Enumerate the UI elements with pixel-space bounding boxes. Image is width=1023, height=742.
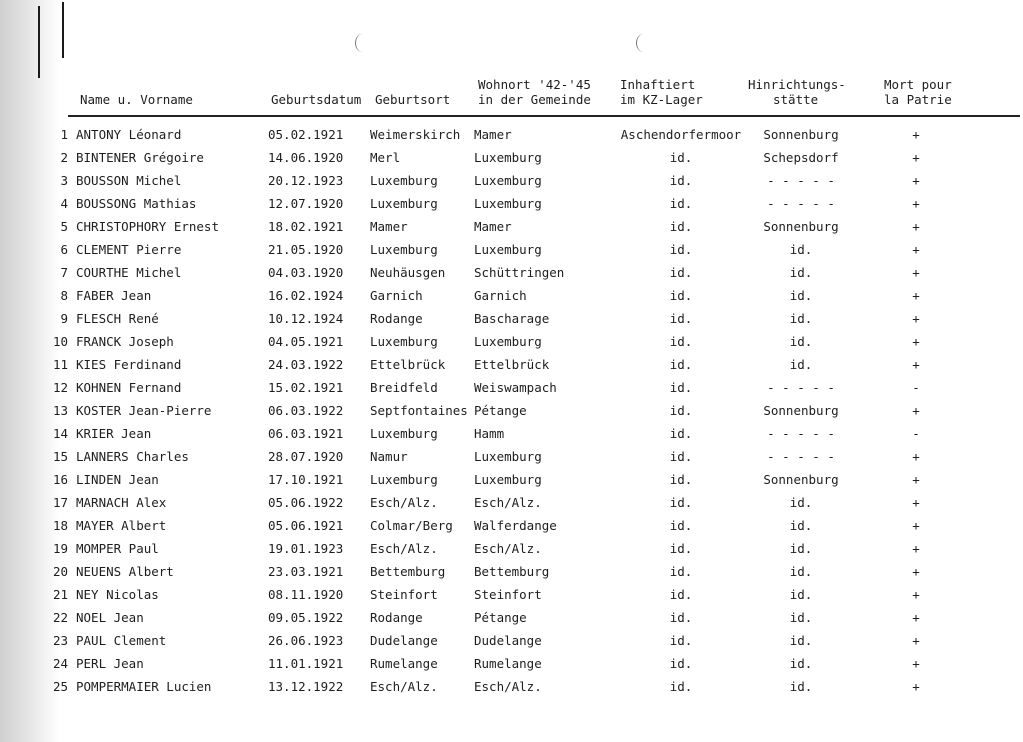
birthplace-cell: Luxemburg xyxy=(370,173,438,188)
execution-place-cell: id. xyxy=(789,265,813,280)
camp-cell: id. xyxy=(669,679,693,694)
row-number: 25 xyxy=(52,679,68,694)
camp-cell: id. xyxy=(669,656,693,671)
execution-place-cell: Sonnenburg xyxy=(763,472,839,487)
table-row xyxy=(0,655,1023,678)
birthdate-cell: 28.07.1920 xyxy=(268,449,344,464)
camp-cell: id. xyxy=(669,495,693,510)
mort-pour-la-patrie-cell: + xyxy=(912,357,920,372)
mort-pour-la-patrie-cell: + xyxy=(912,219,920,234)
margin-mark xyxy=(62,2,64,58)
table-row xyxy=(0,517,1023,540)
table-row xyxy=(0,402,1023,425)
execution-place-cell: Sonnenburg xyxy=(763,219,839,234)
row-number: 1 xyxy=(60,127,68,142)
header-camp-line1: Inhaftiert xyxy=(620,77,696,92)
row-number: 24 xyxy=(52,656,68,671)
birthdate-cell: 17.10.1921 xyxy=(268,472,344,487)
row-number: 5 xyxy=(60,219,68,234)
birthdate-cell: 05.06.1921 xyxy=(268,518,344,533)
birthdate-cell: 11.01.1921 xyxy=(268,656,344,671)
camp-cell: id. xyxy=(669,357,693,372)
birthplace-cell: Rodange xyxy=(370,610,423,625)
residence-cell: Luxemburg xyxy=(474,150,542,165)
name-cell: KOSTER Jean-Pierre xyxy=(76,403,212,418)
birthdate-cell: 05.02.1921 xyxy=(268,127,344,142)
name-cell: FLESCH René xyxy=(76,311,159,326)
birthdate-cell: 04.03.1920 xyxy=(268,265,344,280)
table-row xyxy=(0,172,1023,195)
mort-pour-la-patrie-cell: - xyxy=(912,426,920,441)
row-number: 22 xyxy=(52,610,68,625)
row-number: 3 xyxy=(60,173,68,188)
row-number: 13 xyxy=(52,403,68,418)
name-cell: FRANCK Joseph xyxy=(76,334,174,349)
birthdate-cell: 06.03.1922 xyxy=(268,403,344,418)
row-number: 17 xyxy=(52,495,68,510)
birthplace-cell: Namur xyxy=(370,449,408,464)
table-row xyxy=(0,287,1023,310)
mort-pour-la-patrie-cell: + xyxy=(912,541,920,556)
name-cell: KIES Ferdinand xyxy=(76,357,182,372)
birthplace-cell: Septfontaines xyxy=(370,403,468,418)
camp-cell: id. xyxy=(669,380,693,395)
execution-place-cell: id. xyxy=(789,357,813,372)
camp-cell: id. xyxy=(669,196,693,211)
birthdate-cell: 06.03.1921 xyxy=(268,426,344,441)
table-row xyxy=(0,241,1023,264)
birthplace-cell: Rumelange xyxy=(370,656,438,671)
execution-place-cell: - - - - - xyxy=(767,173,835,188)
camp-cell: id. xyxy=(669,472,693,487)
row-number: 11 xyxy=(52,357,68,372)
table-row xyxy=(0,149,1023,172)
mort-pour-la-patrie-cell: + xyxy=(912,472,920,487)
table-row xyxy=(0,494,1023,517)
camp-cell: id. xyxy=(669,173,693,188)
birthplace-cell: Luxemburg xyxy=(370,242,438,257)
header-birthdate: Geburtsdatum xyxy=(271,92,362,107)
birthplace-cell: Weimerskirch xyxy=(370,127,461,142)
birthdate-cell: 19.01.1923 xyxy=(268,541,344,556)
header-residence-line2: in der Gemeinde xyxy=(478,92,591,107)
birthplace-cell: Rodange xyxy=(370,311,423,326)
mort-pour-la-patrie-cell: + xyxy=(912,311,920,326)
name-cell: POMPERMAIER Lucien xyxy=(76,679,212,694)
execution-place-cell: id. xyxy=(789,311,813,326)
residence-cell: Walferdange xyxy=(474,518,557,533)
header-birthplace: Geburtsort xyxy=(375,92,451,107)
row-number: 16 xyxy=(52,472,68,487)
name-cell: NOEL Jean xyxy=(76,610,144,625)
punch-hole-mark xyxy=(355,34,370,52)
residence-cell: Luxemburg xyxy=(474,449,542,464)
mort-pour-la-patrie-cell: + xyxy=(912,679,920,694)
mort-pour-la-patrie-cell: + xyxy=(912,633,920,648)
execution-place-cell: id. xyxy=(789,633,813,648)
birthplace-cell: Ettelbrück xyxy=(370,357,446,372)
name-cell: CLEMENT Pierre xyxy=(76,242,182,257)
execution-place-cell: id. xyxy=(789,564,813,579)
header-execution-line2: stätte xyxy=(773,92,819,107)
mort-pour-la-patrie-cell: + xyxy=(912,334,920,349)
residence-cell: Mamer xyxy=(474,127,512,142)
mort-pour-la-patrie-cell: + xyxy=(912,150,920,165)
birthplace-cell: Esch/Alz. xyxy=(370,679,438,694)
mort-pour-la-patrie-cell: + xyxy=(912,403,920,418)
camp-cell: id. xyxy=(669,403,693,418)
execution-place-cell: - - - - - xyxy=(767,380,835,395)
residence-cell: Weiswampach xyxy=(474,380,557,395)
birthdate-cell: 15.02.1921 xyxy=(268,380,344,395)
birthdate-cell: 13.12.1922 xyxy=(268,679,344,694)
table-row xyxy=(0,218,1023,241)
name-cell: COURTHE Michel xyxy=(76,265,182,280)
residence-cell: Ettelbrück xyxy=(474,357,550,372)
execution-place-cell: - - - - - xyxy=(767,449,835,464)
birthdate-cell: 23.03.1921 xyxy=(268,564,344,579)
mort-pour-la-patrie-cell: + xyxy=(912,173,920,188)
mort-pour-la-patrie-cell: + xyxy=(912,288,920,303)
header-mort-line1: Mort pour xyxy=(884,77,952,92)
row-number: 8 xyxy=(60,288,68,303)
table-row xyxy=(0,632,1023,655)
residence-cell: Esch/Alz. xyxy=(474,679,542,694)
execution-place-cell: id. xyxy=(789,518,813,533)
birthdate-cell: 26.06.1923 xyxy=(268,633,344,648)
residence-cell: Garnich xyxy=(474,288,527,303)
camp-cell: id. xyxy=(669,288,693,303)
header-divider xyxy=(68,115,1020,117)
row-number: 19 xyxy=(52,541,68,556)
birthplace-cell: Merl xyxy=(370,150,401,165)
residence-cell: Schüttringen xyxy=(474,265,565,280)
name-cell: PERL Jean xyxy=(76,656,144,671)
birthdate-cell: 14.06.1920 xyxy=(268,150,344,165)
name-cell: KRIER Jean xyxy=(76,426,152,441)
row-number: 20 xyxy=(52,564,68,579)
mort-pour-la-patrie-cell: + xyxy=(912,610,920,625)
birthplace-cell: Esch/Alz. xyxy=(370,495,438,510)
residence-cell: Hamm xyxy=(474,426,505,441)
birthplace-cell: Neuhäusgen xyxy=(370,265,446,280)
execution-place-cell: - - - - - xyxy=(767,196,835,211)
table-row xyxy=(0,126,1023,149)
birthplace-cell: Garnich xyxy=(370,288,423,303)
execution-place-cell: id. xyxy=(789,587,813,602)
name-cell: PAUL Clement xyxy=(76,633,167,648)
birthdate-cell: 20.12.1923 xyxy=(268,173,344,188)
mort-pour-la-patrie-cell: + xyxy=(912,127,920,142)
residence-cell: Pétange xyxy=(474,403,527,418)
victims-table xyxy=(0,126,1023,701)
birthplace-cell: Luxemburg xyxy=(370,334,438,349)
residence-cell: Bettemburg xyxy=(474,564,550,579)
birthplace-cell: Steinfort xyxy=(370,587,438,602)
execution-place-cell: id. xyxy=(789,541,813,556)
residence-cell: Luxemburg xyxy=(474,173,542,188)
camp-cell: id. xyxy=(669,426,693,441)
execution-place-cell: id. xyxy=(789,679,813,694)
birthplace-cell: Breidfeld xyxy=(370,380,438,395)
row-number: 15 xyxy=(52,449,68,464)
table-row xyxy=(0,425,1023,448)
birthplace-cell: Colmar/Berg xyxy=(370,518,453,533)
header-camp-line2: im KZ-Lager xyxy=(620,92,703,107)
residence-cell: Steinfort xyxy=(474,587,542,602)
name-cell: NEUENS Albert xyxy=(76,564,174,579)
execution-place-cell: id. xyxy=(789,288,813,303)
birthplace-cell: Mamer xyxy=(370,219,408,234)
mort-pour-la-patrie-cell: + xyxy=(912,242,920,257)
camp-cell: id. xyxy=(669,449,693,464)
punch-hole-mark xyxy=(636,34,651,52)
table-row xyxy=(0,540,1023,563)
mort-pour-la-patrie-cell: + xyxy=(912,196,920,211)
execution-place-cell: id. xyxy=(789,334,813,349)
mort-pour-la-patrie-cell: - xyxy=(912,380,920,395)
execution-place-cell: Sonnenburg xyxy=(763,403,839,418)
camp-cell: id. xyxy=(669,541,693,556)
row-number: 6 xyxy=(60,242,68,257)
residence-cell: Dudelange xyxy=(474,633,542,648)
name-cell: MAYER Albert xyxy=(76,518,167,533)
mort-pour-la-patrie-cell: + xyxy=(912,656,920,671)
residence-cell: Pétange xyxy=(474,610,527,625)
row-number: 18 xyxy=(52,518,68,533)
execution-place-cell: id. xyxy=(789,610,813,625)
table-row xyxy=(0,356,1023,379)
row-number: 2 xyxy=(60,150,68,165)
camp-cell: id. xyxy=(669,265,693,280)
camp-cell: id. xyxy=(669,219,693,234)
mort-pour-la-patrie-cell: + xyxy=(912,265,920,280)
row-number: 23 xyxy=(52,633,68,648)
birthdate-cell: 16.02.1924 xyxy=(268,288,344,303)
name-cell: BOUSSONG Mathias xyxy=(76,196,197,211)
table-row xyxy=(0,448,1023,471)
name-cell: BOUSSON Michel xyxy=(76,173,182,188)
execution-place-cell: id. xyxy=(789,242,813,257)
table-row xyxy=(0,609,1023,632)
table-row xyxy=(0,678,1023,701)
row-number: 9 xyxy=(60,311,68,326)
row-number: 4 xyxy=(60,196,68,211)
mort-pour-la-patrie-cell: + xyxy=(912,564,920,579)
residence-cell: Luxemburg xyxy=(474,334,542,349)
birthplace-cell: Bettemburg xyxy=(370,564,446,579)
birthplace-cell: Esch/Alz. xyxy=(370,541,438,556)
residence-cell: Bascharage xyxy=(474,311,550,326)
table-row xyxy=(0,195,1023,218)
residence-cell: Esch/Alz. xyxy=(474,495,542,510)
birthdate-cell: 05.06.1922 xyxy=(268,495,344,510)
mort-pour-la-patrie-cell: + xyxy=(912,495,920,510)
mort-pour-la-patrie-cell: + xyxy=(912,449,920,464)
birthdate-cell: 10.12.1924 xyxy=(268,311,344,326)
table-row xyxy=(0,333,1023,356)
camp-cell: id. xyxy=(669,564,693,579)
birthdate-cell: 18.02.1921 xyxy=(268,219,344,234)
mort-pour-la-patrie-cell: + xyxy=(912,587,920,602)
name-cell: BINTENER Grégoire xyxy=(76,150,204,165)
execution-place-cell: Schepsdorf xyxy=(763,150,839,165)
execution-place-cell: Sonnenburg xyxy=(763,127,839,142)
row-number: 12 xyxy=(52,380,68,395)
header-residence-line1: Wohnort '42-'45 xyxy=(478,77,591,92)
camp-cell: id. xyxy=(669,311,693,326)
header-execution-line1: Hinrichtungs- xyxy=(748,77,846,92)
birthdate-cell: 12.07.1920 xyxy=(268,196,344,211)
birthplace-cell: Dudelange xyxy=(370,633,438,648)
name-cell: MARNACH Alex xyxy=(76,495,167,510)
name-cell: NEY Nicolas xyxy=(76,587,159,602)
name-cell: ANTONY Léonard xyxy=(76,127,182,142)
row-number: 7 xyxy=(60,265,68,280)
table-row xyxy=(0,264,1023,287)
margin-mark xyxy=(38,6,40,78)
residence-cell: Rumelange xyxy=(474,656,542,671)
camp-cell: Aschendorfermoor xyxy=(620,127,742,142)
residence-cell: Luxemburg xyxy=(474,242,542,257)
row-number: 10 xyxy=(52,334,68,349)
row-number: 14 xyxy=(52,426,68,441)
camp-cell: id. xyxy=(669,242,693,257)
camp-cell: id. xyxy=(669,518,693,533)
birthdate-cell: 04.05.1921 xyxy=(268,334,344,349)
row-number: 21 xyxy=(52,587,68,602)
table-row xyxy=(0,310,1023,333)
header-mort-line2: la Patrie xyxy=(884,92,952,107)
birthdate-cell: 21.05.1920 xyxy=(268,242,344,257)
camp-cell: id. xyxy=(669,334,693,349)
name-cell: FABER Jean xyxy=(76,288,152,303)
execution-place-cell: id. xyxy=(789,495,813,510)
residence-cell: Mamer xyxy=(474,219,512,234)
birthdate-cell: 09.05.1922 xyxy=(268,610,344,625)
name-cell: CHRISTOPHORY Ernest xyxy=(76,219,219,234)
birthplace-cell: Luxemburg xyxy=(370,426,438,441)
birthdate-cell: 08.11.1920 xyxy=(268,587,344,602)
header-name: Name u. Vorname xyxy=(80,92,193,107)
camp-cell: id. xyxy=(669,150,693,165)
residence-cell: Esch/Alz. xyxy=(474,541,542,556)
birthdate-cell: 24.03.1922 xyxy=(268,357,344,372)
name-cell: KOHNEN Fernand xyxy=(76,380,182,395)
execution-place-cell: id. xyxy=(789,656,813,671)
table-row xyxy=(0,586,1023,609)
mort-pour-la-patrie-cell: + xyxy=(912,518,920,533)
table-row xyxy=(0,563,1023,586)
camp-cell: id. xyxy=(669,610,693,625)
name-cell: MOMPER Paul xyxy=(76,541,159,556)
camp-cell: id. xyxy=(669,633,693,648)
birthplace-cell: Luxemburg xyxy=(370,472,438,487)
name-cell: LANNERS Charles xyxy=(76,449,189,464)
residence-cell: Luxemburg xyxy=(474,196,542,211)
execution-place-cell: - - - - - xyxy=(767,426,835,441)
table-row xyxy=(0,379,1023,402)
table-row xyxy=(0,471,1023,494)
birthplace-cell: Luxemburg xyxy=(370,196,438,211)
name-cell: LINDEN Jean xyxy=(76,472,159,487)
camp-cell: id. xyxy=(669,587,693,602)
residence-cell: Luxemburg xyxy=(474,472,542,487)
